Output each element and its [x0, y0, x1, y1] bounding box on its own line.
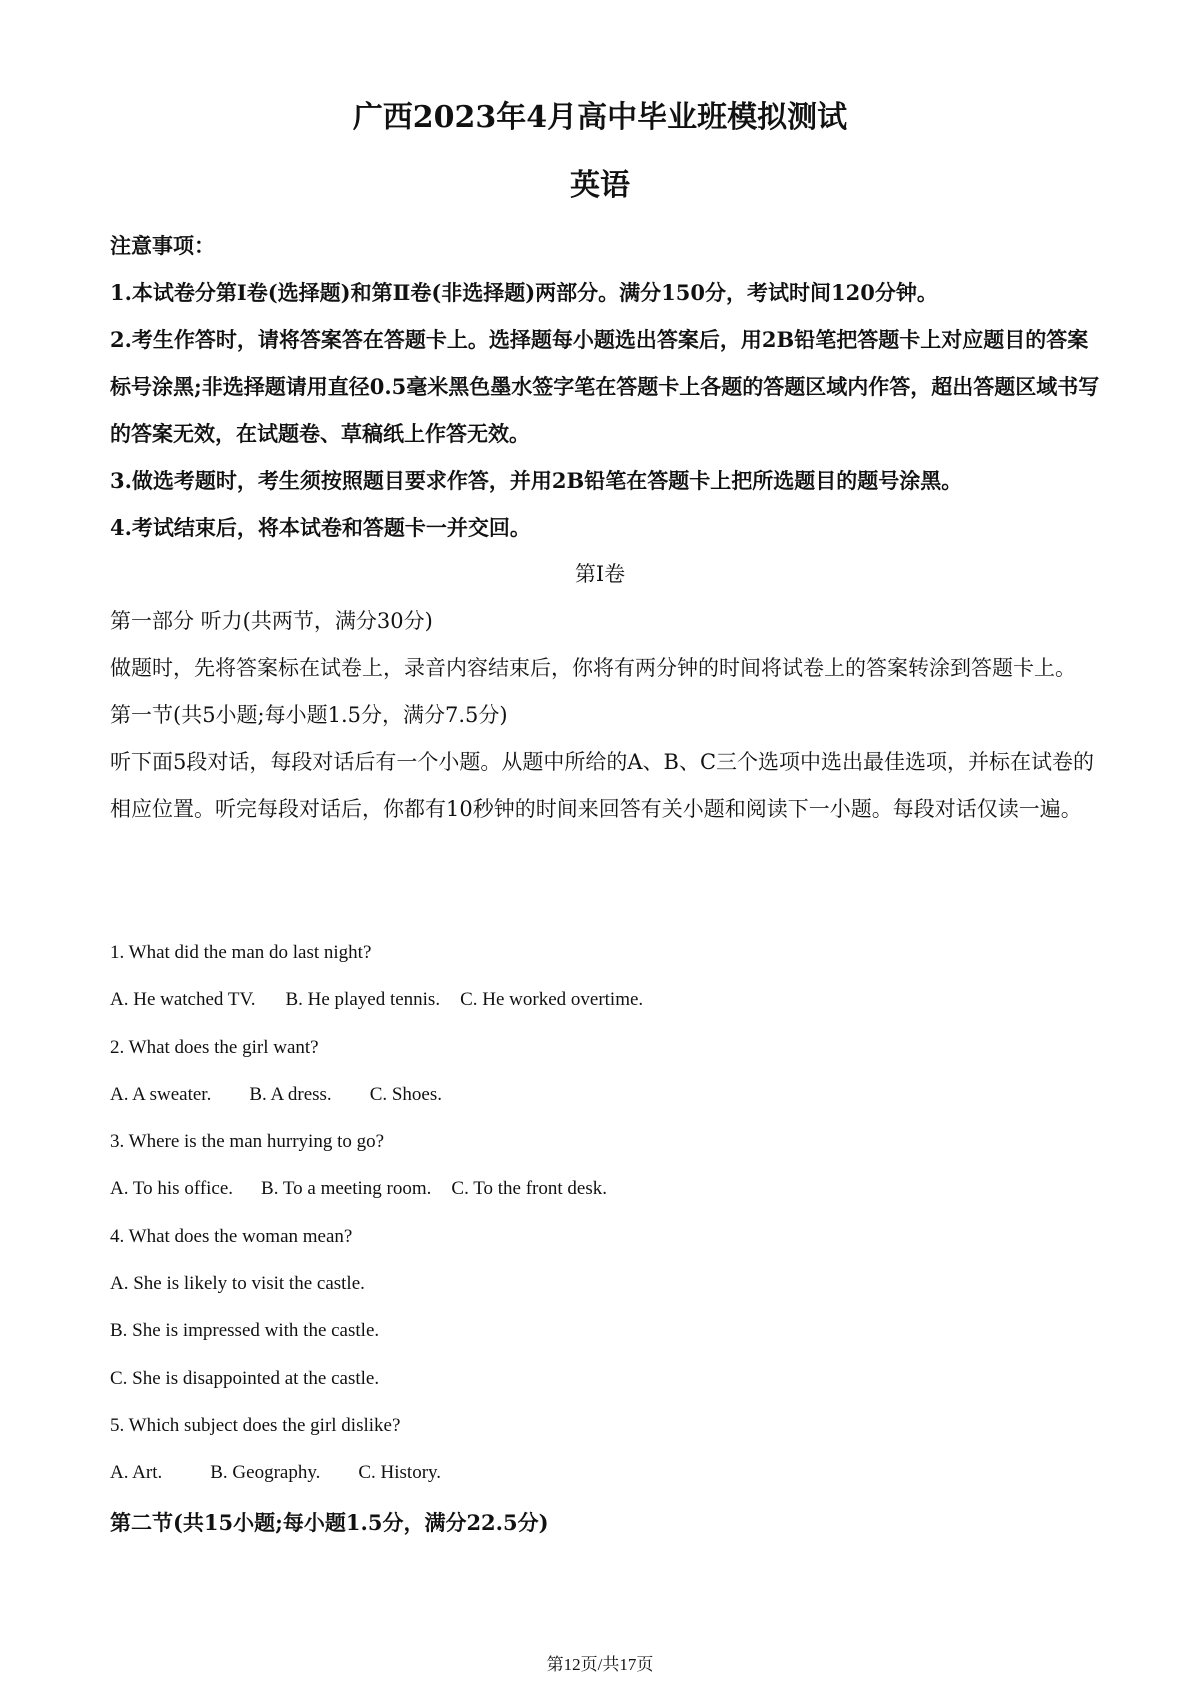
note-item-2: 2.考生作答时，请将答案答在答题卡上。选择题每小题选出答案后，用2B铅笔把答题卡上对应题目的答案标号涂黑;非选择题请用直径0.5毫米黑色墨水签字笔在答题卡上各题的答题区域内作答，超出答题区域书写的答案无效，在试题卷、草稿纸上作答无效。	[110, 327, 1100, 446]
notes-block	[110, 222, 1100, 551]
exam-title: 广西2023年4月高中毕业班模拟测试	[352, 100, 848, 135]
page-footer: 第12页/共17页	[546, 1655, 654, 1674]
question-option: A. To his office.	[110, 1178, 234, 1200]
question-option: C. History.	[358, 1462, 442, 1484]
note-item-1: 1.本试卷分第Ⅰ卷(选择题)和第Ⅱ卷(非选择题)两部分。满分150分，考试时间120分钟。	[110, 280, 938, 305]
question-option: A. She is likely to visit the castle.	[110, 1273, 365, 1295]
question-stem: 4. What does the woman mean?	[110, 1225, 353, 1247]
question-options	[110, 1449, 1100, 1496]
section1-heading: 第一节(共5小题;每小题1.5分，满分7.5分)	[110, 703, 508, 727]
question-stem: 3. Where is the man hurrying to go?	[110, 1131, 385, 1153]
part1-heading: 第一部分 听力(共两节，满分30分)	[110, 609, 433, 633]
volume-heading: 第Ⅰ卷	[574, 562, 626, 586]
question-stem: 1. What did the man do last night?	[110, 942, 372, 963]
question-stem: 5. Which subject does the girl dislike?	[110, 1414, 401, 1436]
part1-instruction: 做题时，先将答案标在试卷上，录音内容结束后，你将有两分钟的时间将试卷上的答案转涂到答题卡上。	[110, 656, 1076, 680]
part1-block	[110, 598, 1100, 833]
question-options	[110, 976, 1100, 1023]
question-option: B. A dress.	[249, 1083, 332, 1105]
section1-instruction: 听下面5段对话，每段对话后有一个小题。从题中所给的A、B、C三个选项中选出最佳选项，并标在试卷的相应位置。听完每段对话后，你都有10秒钟的时间来回答有关小题和阅读下一小题。每段对话仅读一遍。	[110, 750, 1095, 821]
question-option: C. She is disappointed at the castle.	[110, 1367, 380, 1389]
note-item-3: 3.做选考题时，考生须按照题目要求作答，并用2B铅笔在答题卡上把所选题目的题号涂黑。	[110, 468, 963, 493]
question-option: B. Geography.	[210, 1462, 321, 1484]
question-option: A. A sweater.	[110, 1083, 212, 1105]
question-option: A. He watched TV.	[110, 989, 256, 1011]
question-option: B. She is impressed with the castle.	[110, 1320, 380, 1342]
question-option: C. Shoes.	[369, 1083, 443, 1105]
question-stem: 2. What does the girl want?	[110, 1036, 319, 1058]
question-option: B. He played tennis.	[285, 989, 441, 1011]
subject-title: 英语	[570, 168, 630, 203]
note-item-4: 4.考试结束后，将本试卷和答题卡一并交回。	[110, 515, 531, 540]
question-option: C. He worked overtime.	[460, 989, 644, 1011]
question-option: A. Art.	[110, 1462, 163, 1484]
question-option: B. To a meeting room.	[261, 1178, 432, 1200]
question-list	[110, 929, 1100, 1497]
notes-heading: 注意事项：	[110, 233, 215, 258]
question-option: C. To the front desk.	[451, 1178, 607, 1200]
question-options	[110, 1071, 1100, 1118]
question-options	[110, 1165, 1100, 1212]
section2-heading: 第二节(共15小题;每小题1.5分，满分22.5分)	[110, 1510, 549, 1535]
